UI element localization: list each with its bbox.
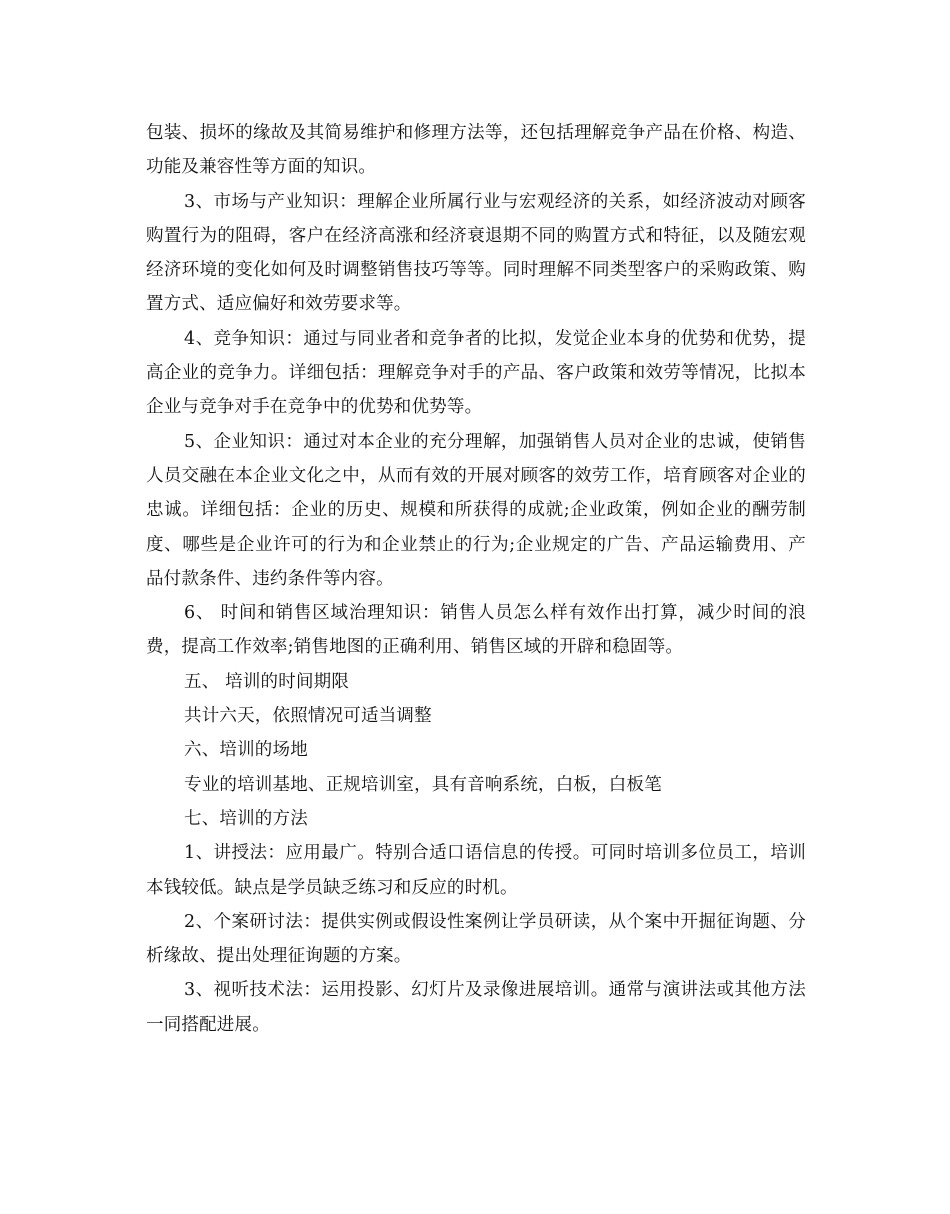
paragraph-audiovisual-method: 3、视听技术法：运用投影、幻灯片及录像进展培训。通常与演讲法或其他方法一同搭配进展。 [146, 980, 806, 1035]
paragraph-training-duration: 共计六天，依照情况可适当调整 [184, 706, 432, 727]
heading-training-duration: 五、 培训的时间期限 [184, 671, 350, 692]
paragraph-case-study-method: 2、个案研讨法：提供实例或假设性案例让学员研读，从个案中开掘征询题、分析缘故、提出处理征询题的方案。 [146, 911, 806, 967]
paragraph-lecture-method: 1、讲授法：应用最广。特别合适口语信息的传授。可同时培训多位员工，培训本钱较低。缺点是学员缺乏练习和反应的时机。 [146, 843, 806, 898]
document-body [146, 116, 806, 1042]
paragraph-training-venue: 专业的培训基地、正规培训室，具有音响系统，白板，白板笔 [184, 774, 662, 795]
heading-training-venue: 六、培训的场地 [184, 740, 308, 761]
paragraph-competition-knowledge: 4、竞争知识：通过与同业者和竞争者的比拟，发觉企业本身的优势和优势，提高企业的竞争力。详细包括：理解竞争对手的产品、客户政策和效劳等情况，比拟本企业与竞争对手在竞争中的优势和优势等。 [146, 328, 806, 418]
heading-training-methods: 七、培训的方法 [184, 808, 308, 829]
paragraph-enterprise-knowledge: 5、企业知识：通过对本企业的充分理解，加强销售人员对企业的忠诚，使销售人员交融在本企业文化之中，从而有效的开展对顾客的效劳工作，培育顾客对企业的忠诚。详细包括：企业的历史、规模和所获得的成就;企业政策，例如企业的酬劳制度、哪些是企业许可的行为和企业禁止的行为;企业规定的广告、产品运输费用、产品付款条件、违约条件等内容。 [146, 431, 806, 589]
paragraph-time-territory-management: 6、 时间和销售区域治理知识：销售人员怎么样有效作出打算，减少时间的浪费，提高工作效率;销售地图的正确利用、销售区域的开辟和稳固等。 [146, 603, 806, 658]
paragraph-product-knowledge-continued: 包装、损坏的缘故及其简易维护和修理方法等，还包括理解竞争产品在价格、构造、功能及兼容性等方面的知识。 [146, 123, 806, 178]
paragraph-market-industry-knowledge: 3、市场与产业知识：理解企业所属行业与宏观经济的关系，如经济波动对顾客购置行为的阻碍，客户在经济高涨和经济衰退期不同的购置方式和特征，以及随宏观经济环境的变化如何及时调整销售技巧等等。同时理解不同类型客户的采购政策、购置方式、适应偏好和效劳要求等。 [146, 191, 806, 315]
